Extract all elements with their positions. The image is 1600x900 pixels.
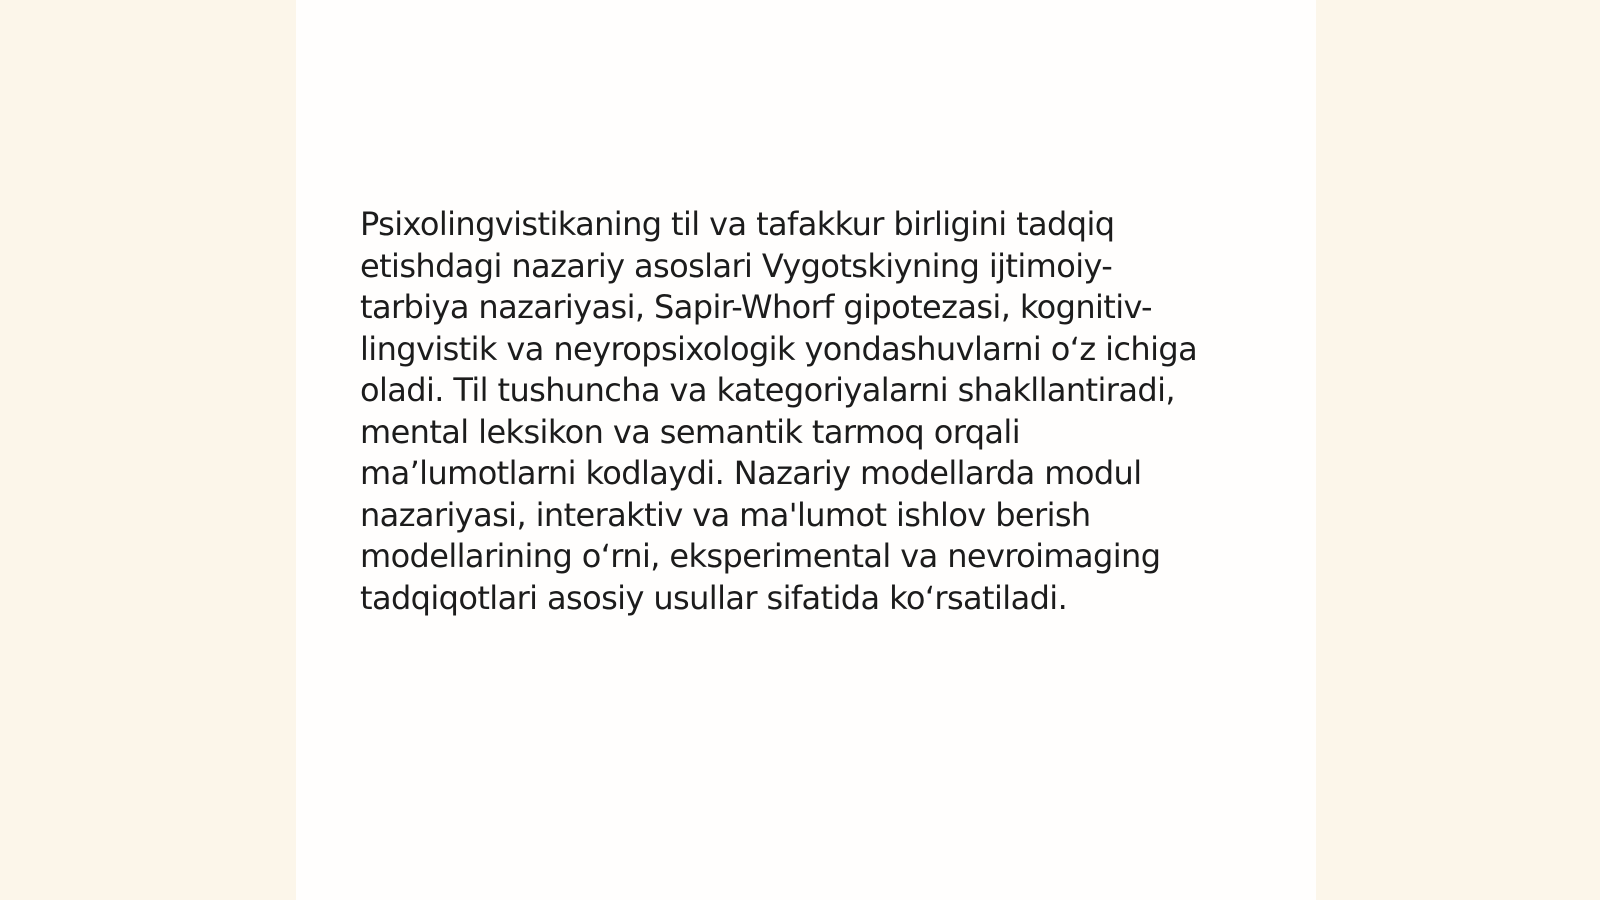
paragraph-line: nazariyasi, interaktiv va ma'lumot ishlov berish (360, 495, 1091, 534)
paragraph-line: tarbiya nazariyasi, Sapir-Whorf gipotezasi, kognitiv- (360, 288, 1152, 326)
body-paragraph (360, 204, 1250, 619)
paragraph-line: Psixolingvistikaning til va tafakkur birligini tadqiq (360, 205, 1115, 243)
paragraph-line: tadqiqotlari asosiy usullar sifatida koʻrsatiladi. (360, 578, 1068, 617)
paragraph-line: mental leksikon va semantik tarmoq orqali (360, 412, 1020, 451)
document-page (296, 0, 1316, 900)
paragraph-line: maʼlumotlarni kodlaydi. Nazariy modellarda modul (360, 454, 1142, 492)
paragraph-line: modellarining oʻrni, eksperimental va nevroimaging (360, 537, 1161, 575)
paragraph-line: lingvistik va neyropsixologik yondashuvlarni oʻz ichiga (360, 329, 1198, 368)
paragraph-line: etishdagi nazariy asoslari Vygotskiyning ijtimoiy- (360, 246, 1113, 285)
paragraph-line: oladi. Til tushuncha va kategoriyalarni shakllantiradi, (360, 371, 1175, 409)
